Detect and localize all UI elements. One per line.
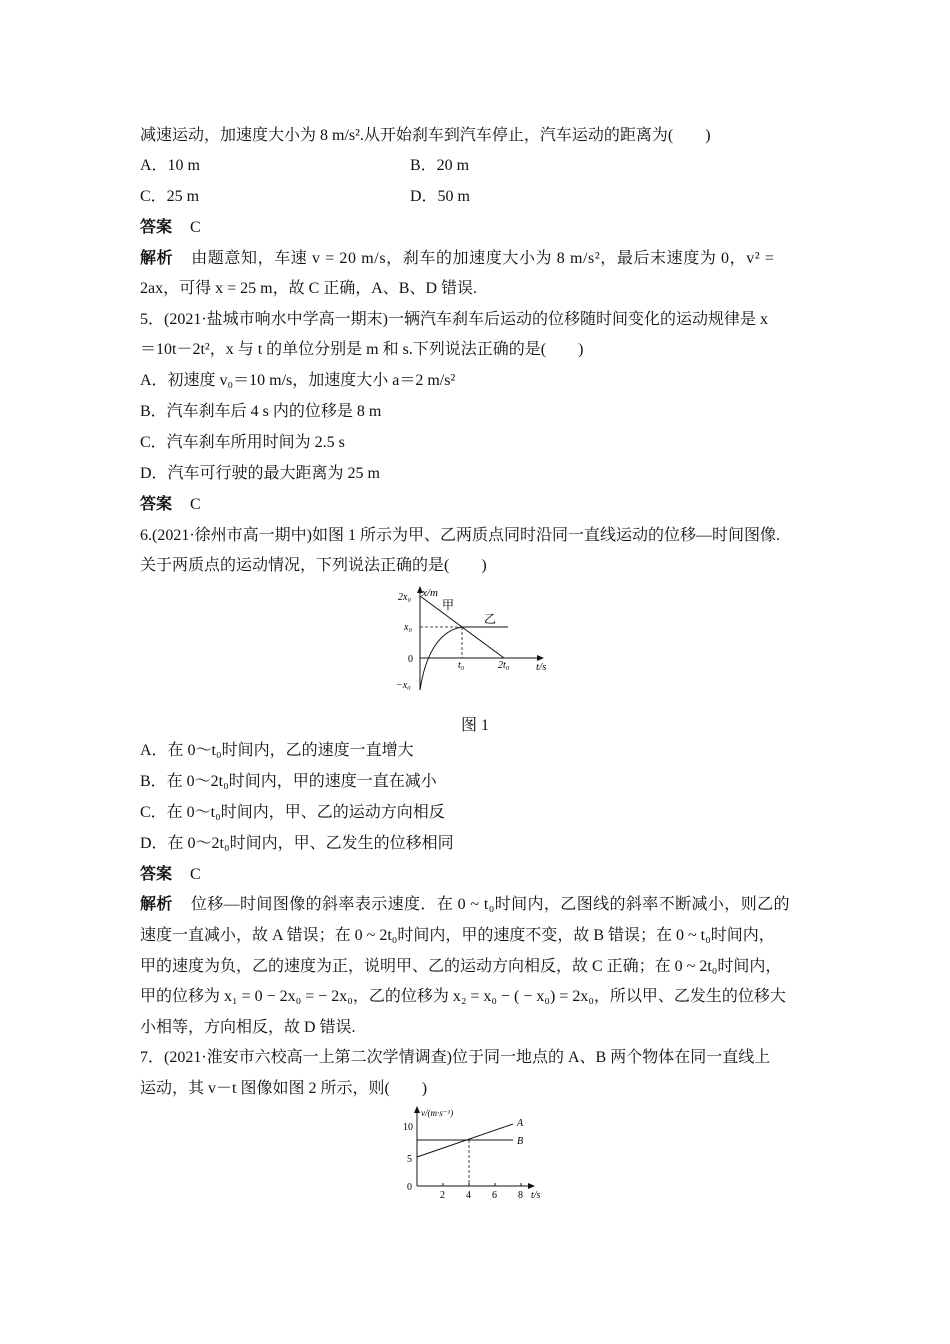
y-tick-neg-x0: −x₀ (396, 680, 411, 691)
q5-option-c: C．汽车刹车所用时间为 2.5 s (140, 434, 345, 451)
q5-stem-line-2: ＝10t－2t²，x 与 t 的单位分别是 m 和 s.下列说法正确的是( ) (140, 341, 584, 358)
curve-label-jia: 甲 (442, 598, 455, 612)
x-tick-t0: t₀ (458, 660, 465, 671)
answer-value: C (190, 496, 201, 513)
analysis-label: 解析 (140, 896, 173, 913)
y-axis-label: x/m (422, 587, 438, 599)
q4-option-d: D．50 m (410, 188, 471, 205)
q6-option-c: C．在 0～t₀时间内，甲、乙的运动方向相反 (140, 804, 445, 821)
q5-answer-row (140, 495, 201, 515)
q5-option-d: D．汽车可行驶的最大距离为 25 m (140, 465, 381, 482)
q6-analysis-line-4: 甲的位移为 x₁ = 0 − 2x₀ = − 2x₀，乙的位移为 x₂ = x₀ − ( − x₀) = 2x₀，所以甲、乙发生的位移大 (140, 988, 786, 1005)
q5-option-a: A．初速度 v₀＝10 m/s，加速度大小 a＝2 m/s² (140, 372, 456, 389)
q5-option-b: B．汽车刹车后 4 s 内的位移是 8 m (140, 403, 382, 420)
q6-option-a: A．在 0～t₀时间内，乙的速度一直增大 (140, 742, 414, 759)
y-tick-x0: x₀ (404, 622, 412, 633)
y-tick-0: 0 (408, 654, 413, 665)
x-tick-6: 6 (492, 1190, 497, 1200)
q6-answer-row (140, 865, 201, 885)
y-tick-10: 10 (403, 1122, 413, 1133)
line-label-b: B (517, 1136, 524, 1147)
answer-value: C (190, 219, 201, 236)
answer-label: 答案 (140, 866, 173, 883)
q4-option-a: A．10 m (140, 157, 201, 174)
y-tick-0: 0 (407, 1182, 412, 1193)
answer-label: 答案 (140, 496, 173, 513)
x-axis-label: t/s (536, 661, 547, 673)
answer-value: C (190, 866, 201, 883)
q6-analysis-line-3: 甲的速度为负，乙的速度为正，说明甲、乙的运动方向相反，故 C 正确；在 0 ~ 2t₀时间内， (140, 958, 782, 975)
q5-stem-line-1: 5．(2021·盐城市响水中学高一期末)一辆汽车刹车后运动的位移随时间变化的运动规律是 x (140, 311, 768, 328)
answer-label: 答案 (140, 219, 173, 236)
x-tick-2t0: 2t₀ (498, 660, 510, 671)
q4-analysis-line-1: 解析 由题意知，车速 v = 20 m/s，刹车的加速度大小为 8 m/s²，最后末速度为 0，v² = (140, 250, 775, 267)
q4-analysis-line-2: 2ax，可得 x = 25 m，故 C 正确，A、B、D 错误. (140, 280, 478, 297)
y-tick-2x0: 2x₀ (398, 592, 411, 603)
q4-answer-row (140, 218, 201, 238)
y-axis-arrow-icon (414, 1106, 420, 1113)
x-axis-label: t/s (531, 1190, 541, 1200)
q4-option-b: B．20 m (410, 157, 470, 174)
line-label-a: A (517, 1118, 524, 1129)
figure-1-caption: 图 1 (460, 717, 489, 734)
q7-stem-line-1: 7．(2021·淮安市六校高一上第二次学情调查)位于同一地点的 A、B 两个物体在同一直线上 (140, 1049, 771, 1066)
curve-label-yi: 乙 (484, 612, 497, 626)
y-tick-5: 5 (407, 1154, 412, 1165)
figure-1-xt-graph (380, 584, 580, 696)
x-tick-2: 2 (440, 1190, 445, 1200)
q6-analysis-line-1: 解析 位移—时间图像的斜率表示速度．在 0 ~ t₀时间内，乙图线的斜率不断减小，则乙的 (140, 896, 790, 913)
y-axis-label: v/(m·s⁻¹) (421, 1108, 454, 1118)
q7-stem-line-2: 运动，其 v－t 图像如图 2 所示，则( ) (140, 1080, 428, 1097)
q6-option-b: B．在 0～2t₀时间内，甲的速度一直在减小 (140, 773, 437, 790)
q4-stem-continuation: 减速运动，加速度大小为 8 m/s².从开始刹车到汽车停止，汽车运动的距离为( ) (140, 127, 711, 144)
figure-2-vt-graph (395, 1104, 555, 1200)
q6-analysis-line-5: 小相等，方向相反，故 D 错误. (140, 1019, 356, 1036)
x-tick-4: 4 (466, 1190, 471, 1200)
x-axis-arrow-icon (528, 1183, 535, 1189)
q6-stem-line-2: 关于两质点的运动情况，下列说法正确的是( ) (140, 557, 487, 574)
q6-option-d: D．在 0～2t₀时间内，甲、乙发生的位移相同 (140, 835, 454, 852)
q4-option-c: C．25 m (140, 188, 200, 205)
q6-analysis-line-2: 速度一直减小，故 A 错误；在 0 ~ 2t₀时间内，甲的速度不变，故 B 错误；在 0 ~ t₀时间内， (140, 927, 775, 944)
analysis-label: 解析 (140, 250, 174, 267)
q6-stem-line-1: 6.(2021·徐州市高一期中)如图 1 所示为甲、乙两质点同时沿同一直线运动的位移—时间图像. (140, 527, 780, 544)
x-tick-8: 8 (518, 1190, 523, 1200)
